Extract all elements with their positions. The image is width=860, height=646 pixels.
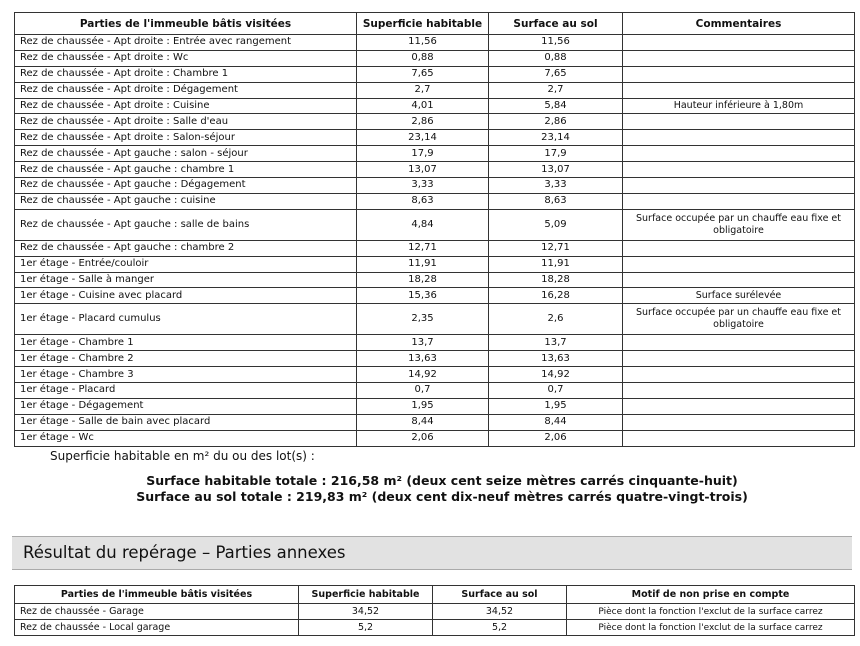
superficie-habitable-cell: 3,33	[357, 178, 489, 194]
superficie-habitable-cell: 15,36	[357, 288, 489, 304]
surface-au-sol-cell: 5,09	[489, 209, 623, 240]
room-name-cell: Rez de chaussée - Apt gauche : cuisine	[15, 193, 357, 209]
room-name-cell: Rez de chaussée - Apt droite : Wc	[15, 50, 357, 66]
superficie-habitable-cell: 2,06	[357, 430, 489, 446]
table-row	[15, 114, 855, 130]
table-row	[15, 209, 855, 240]
table-row	[15, 193, 855, 209]
table-row	[15, 304, 855, 335]
superficie-habitable-cell: 17,9	[357, 146, 489, 162]
surface-au-sol-cell: 13,7	[489, 335, 623, 351]
header-surface-au-sol: Surface au sol	[489, 13, 623, 35]
header-motif: Motif de non prise en compte	[567, 586, 855, 604]
superficie-habitable-cell: 7,65	[357, 66, 489, 82]
table-row	[15, 256, 855, 272]
comment-cell	[623, 414, 855, 430]
table-row	[15, 35, 855, 51]
table-row	[15, 398, 855, 414]
room-name-cell: 1er étage - Cuisine avec placard	[15, 288, 357, 304]
table-row	[15, 383, 855, 399]
motif-cell: Pièce dont la fonction l'exclut de la surface carrez	[567, 620, 855, 636]
room-name-cell: 1er étage - Dégagement	[15, 398, 357, 414]
total-floor-surface: Surface au sol totale : 219,83 m² (deux cent dix-neuf mètres carrés quatre-vingt-trois)	[136, 489, 748, 504]
superficie-habitable-cell: 5,2	[299, 620, 433, 636]
superficie-habitable-cell: 13,07	[357, 162, 489, 178]
superficie-habitable-cell: 13,7	[357, 335, 489, 351]
table-row	[15, 98, 855, 114]
table-row	[15, 367, 855, 383]
superficie-habitable-cell: 11,91	[357, 256, 489, 272]
superficie-habitable-cell: 23,14	[357, 130, 489, 146]
table-row	[15, 178, 855, 194]
table-row	[15, 146, 855, 162]
header-surface-au-sol: Surface au sol	[433, 586, 567, 604]
surface-au-sol-cell: 34,52	[433, 604, 567, 620]
surface-au-sol-cell: 17,9	[489, 146, 623, 162]
table-row	[15, 272, 855, 288]
table-row	[15, 620, 855, 636]
superficie-habitable-cell: 2,86	[357, 114, 489, 130]
comment-cell	[623, 66, 855, 82]
room-name-cell: Rez de chaussée - Apt gauche : salle de bains	[15, 209, 357, 240]
header-superficie-habitable: Superficie habitable	[357, 13, 489, 35]
comment-cell	[623, 114, 855, 130]
table-header-row	[15, 13, 855, 35]
comment-cell: Surface occupée par un chauffe eau fixe et obligatoire	[623, 209, 855, 240]
table-row	[15, 414, 855, 430]
table-row	[15, 351, 855, 367]
table-row	[15, 240, 855, 256]
header-commentaires: Commentaires	[623, 13, 855, 35]
room-name-cell: Rez de chaussée - Garage	[15, 604, 299, 620]
surface-au-sol-cell: 0,88	[489, 50, 623, 66]
room-name-cell: 1er étage - Chambre 3	[15, 367, 357, 383]
surface-au-sol-cell: 3,33	[489, 178, 623, 194]
surface-au-sol-cell: 13,63	[489, 351, 623, 367]
comment-cell	[623, 383, 855, 399]
table-row	[15, 50, 855, 66]
comment-cell	[623, 193, 855, 209]
room-name-cell: Rez de chaussée - Apt gauche : salon - séjour	[15, 146, 357, 162]
room-name-cell: Rez de chaussée - Apt droite : Salle d'eau	[15, 114, 357, 130]
superficie-habitable-cell: 14,92	[357, 367, 489, 383]
table-header-row	[15, 586, 855, 604]
superficie-habitable-cell: 0,88	[357, 50, 489, 66]
room-name-cell: Rez de chaussée - Apt droite : Cuisine	[15, 98, 357, 114]
surface-au-sol-cell: 2,7	[489, 82, 623, 98]
room-name-cell: Rez de chaussée - Apt gauche : chambre 1	[15, 162, 357, 178]
superficie-habitable-cell: 13,63	[357, 351, 489, 367]
room-name-cell: Rez de chaussée - Apt gauche : chambre 2	[15, 240, 357, 256]
surface-au-sol-cell: 23,14	[489, 130, 623, 146]
header-parties: Parties de l'immeuble bâtis visitées	[15, 13, 357, 35]
section-header-annexes	[12, 536, 852, 570]
superficie-habitable-cell: 2,35	[357, 304, 489, 335]
room-name-cell: 1er étage - Chambre 2	[15, 351, 357, 367]
surface-au-sol-cell: 12,71	[489, 240, 623, 256]
table-row	[15, 430, 855, 446]
comment-cell	[623, 430, 855, 446]
total-habitable-surface: Surface habitable totale : 216,58 m² (deux cent seize mètres carrés cinquante-huit)	[146, 473, 738, 488]
header-parties: Parties de l'immeuble bâtis visitées	[15, 586, 299, 604]
comment-cell	[623, 130, 855, 146]
room-name-cell: 1er étage - Salle de bain avec placard	[15, 414, 357, 430]
annex-parts-table	[14, 585, 855, 636]
superficie-habitable-cell: 18,28	[357, 272, 489, 288]
comment-cell	[623, 367, 855, 383]
comment-cell	[623, 398, 855, 414]
superficie-habitable-cell: 4,84	[357, 209, 489, 240]
table-row	[15, 66, 855, 82]
surface-au-sol-cell: 2,06	[489, 430, 623, 446]
comment-cell	[623, 240, 855, 256]
comment-cell	[623, 351, 855, 367]
superficie-habitable-cell: 11,56	[357, 35, 489, 51]
room-name-cell: Rez de chaussée - Apt droite : Chambre 1	[15, 66, 357, 82]
comment-cell	[623, 50, 855, 66]
surface-au-sol-cell: 11,56	[489, 35, 623, 51]
summary-intro: Superficie habitable en m² du ou des lot(s) :	[50, 449, 315, 463]
superficie-habitable-cell: 34,52	[299, 604, 433, 620]
room-name-cell: Rez de chaussée - Local garage	[15, 620, 299, 636]
comment-cell: Surface occupée par un chauffe eau fixe et obligatoire	[623, 304, 855, 335]
table-row	[15, 82, 855, 98]
table-row	[15, 130, 855, 146]
motif-cell: Pièce dont la fonction l'exclut de la surface carrez	[567, 604, 855, 620]
room-name-cell: 1er étage - Chambre 1	[15, 335, 357, 351]
superficie-habitable-cell: 2,7	[357, 82, 489, 98]
surface-au-sol-cell: 5,2	[433, 620, 567, 636]
superficie-habitable-cell: 0,7	[357, 383, 489, 399]
surface-au-sol-cell: 1,95	[489, 398, 623, 414]
surface-au-sol-cell: 18,28	[489, 272, 623, 288]
habitable-surface-table	[14, 12, 855, 447]
comment-cell	[623, 178, 855, 194]
room-name-cell: 1er étage - Entrée/couloir	[15, 256, 357, 272]
comment-cell	[623, 162, 855, 178]
section-title: Résultat du repérage – Parties annexes	[23, 543, 346, 562]
comment-cell	[623, 256, 855, 272]
comment-cell	[623, 272, 855, 288]
header-superficie-habitable: Superficie habitable	[299, 586, 433, 604]
room-name-cell: 1er étage - Placard	[15, 383, 357, 399]
room-name-cell: Rez de chaussée - Apt droite : Salon-séjour	[15, 130, 357, 146]
table-row	[15, 604, 855, 620]
comment-cell	[623, 82, 855, 98]
table-row	[15, 288, 855, 304]
surface-au-sol-cell: 16,28	[489, 288, 623, 304]
comment-cell	[623, 35, 855, 51]
superficie-habitable-cell: 1,95	[357, 398, 489, 414]
surface-au-sol-cell: 5,84	[489, 98, 623, 114]
comment-cell	[623, 146, 855, 162]
superficie-habitable-cell: 8,63	[357, 193, 489, 209]
surface-au-sol-cell: 8,44	[489, 414, 623, 430]
room-name-cell: 1er étage - Placard cumulus	[15, 304, 357, 335]
surface-au-sol-cell: 11,91	[489, 256, 623, 272]
room-name-cell: Rez de chaussée - Apt droite : Entrée avec rangement	[15, 35, 357, 51]
room-name-cell: 1er étage - Salle à manger	[15, 272, 357, 288]
table-row	[15, 162, 855, 178]
surface-au-sol-cell: 2,86	[489, 114, 623, 130]
surface-au-sol-cell: 2,6	[489, 304, 623, 335]
superficie-habitable-cell: 12,71	[357, 240, 489, 256]
room-name-cell: 1er étage - Wc	[15, 430, 357, 446]
surface-au-sol-cell: 13,07	[489, 162, 623, 178]
superficie-habitable-cell: 4,01	[357, 98, 489, 114]
table-row	[15, 335, 855, 351]
comment-cell: Hauteur inférieure à 1,80m	[623, 98, 855, 114]
room-name-cell: Rez de chaussée - Apt droite : Dégagement	[15, 82, 357, 98]
superficie-habitable-cell: 8,44	[357, 414, 489, 430]
room-name-cell: Rez de chaussée - Apt gauche : Dégagement	[15, 178, 357, 194]
surface-au-sol-cell: 8,63	[489, 193, 623, 209]
surface-au-sol-cell: 0,7	[489, 383, 623, 399]
surface-au-sol-cell: 14,92	[489, 367, 623, 383]
comment-cell: Surface surélevée	[623, 288, 855, 304]
comment-cell	[623, 335, 855, 351]
surface-au-sol-cell: 7,65	[489, 66, 623, 82]
